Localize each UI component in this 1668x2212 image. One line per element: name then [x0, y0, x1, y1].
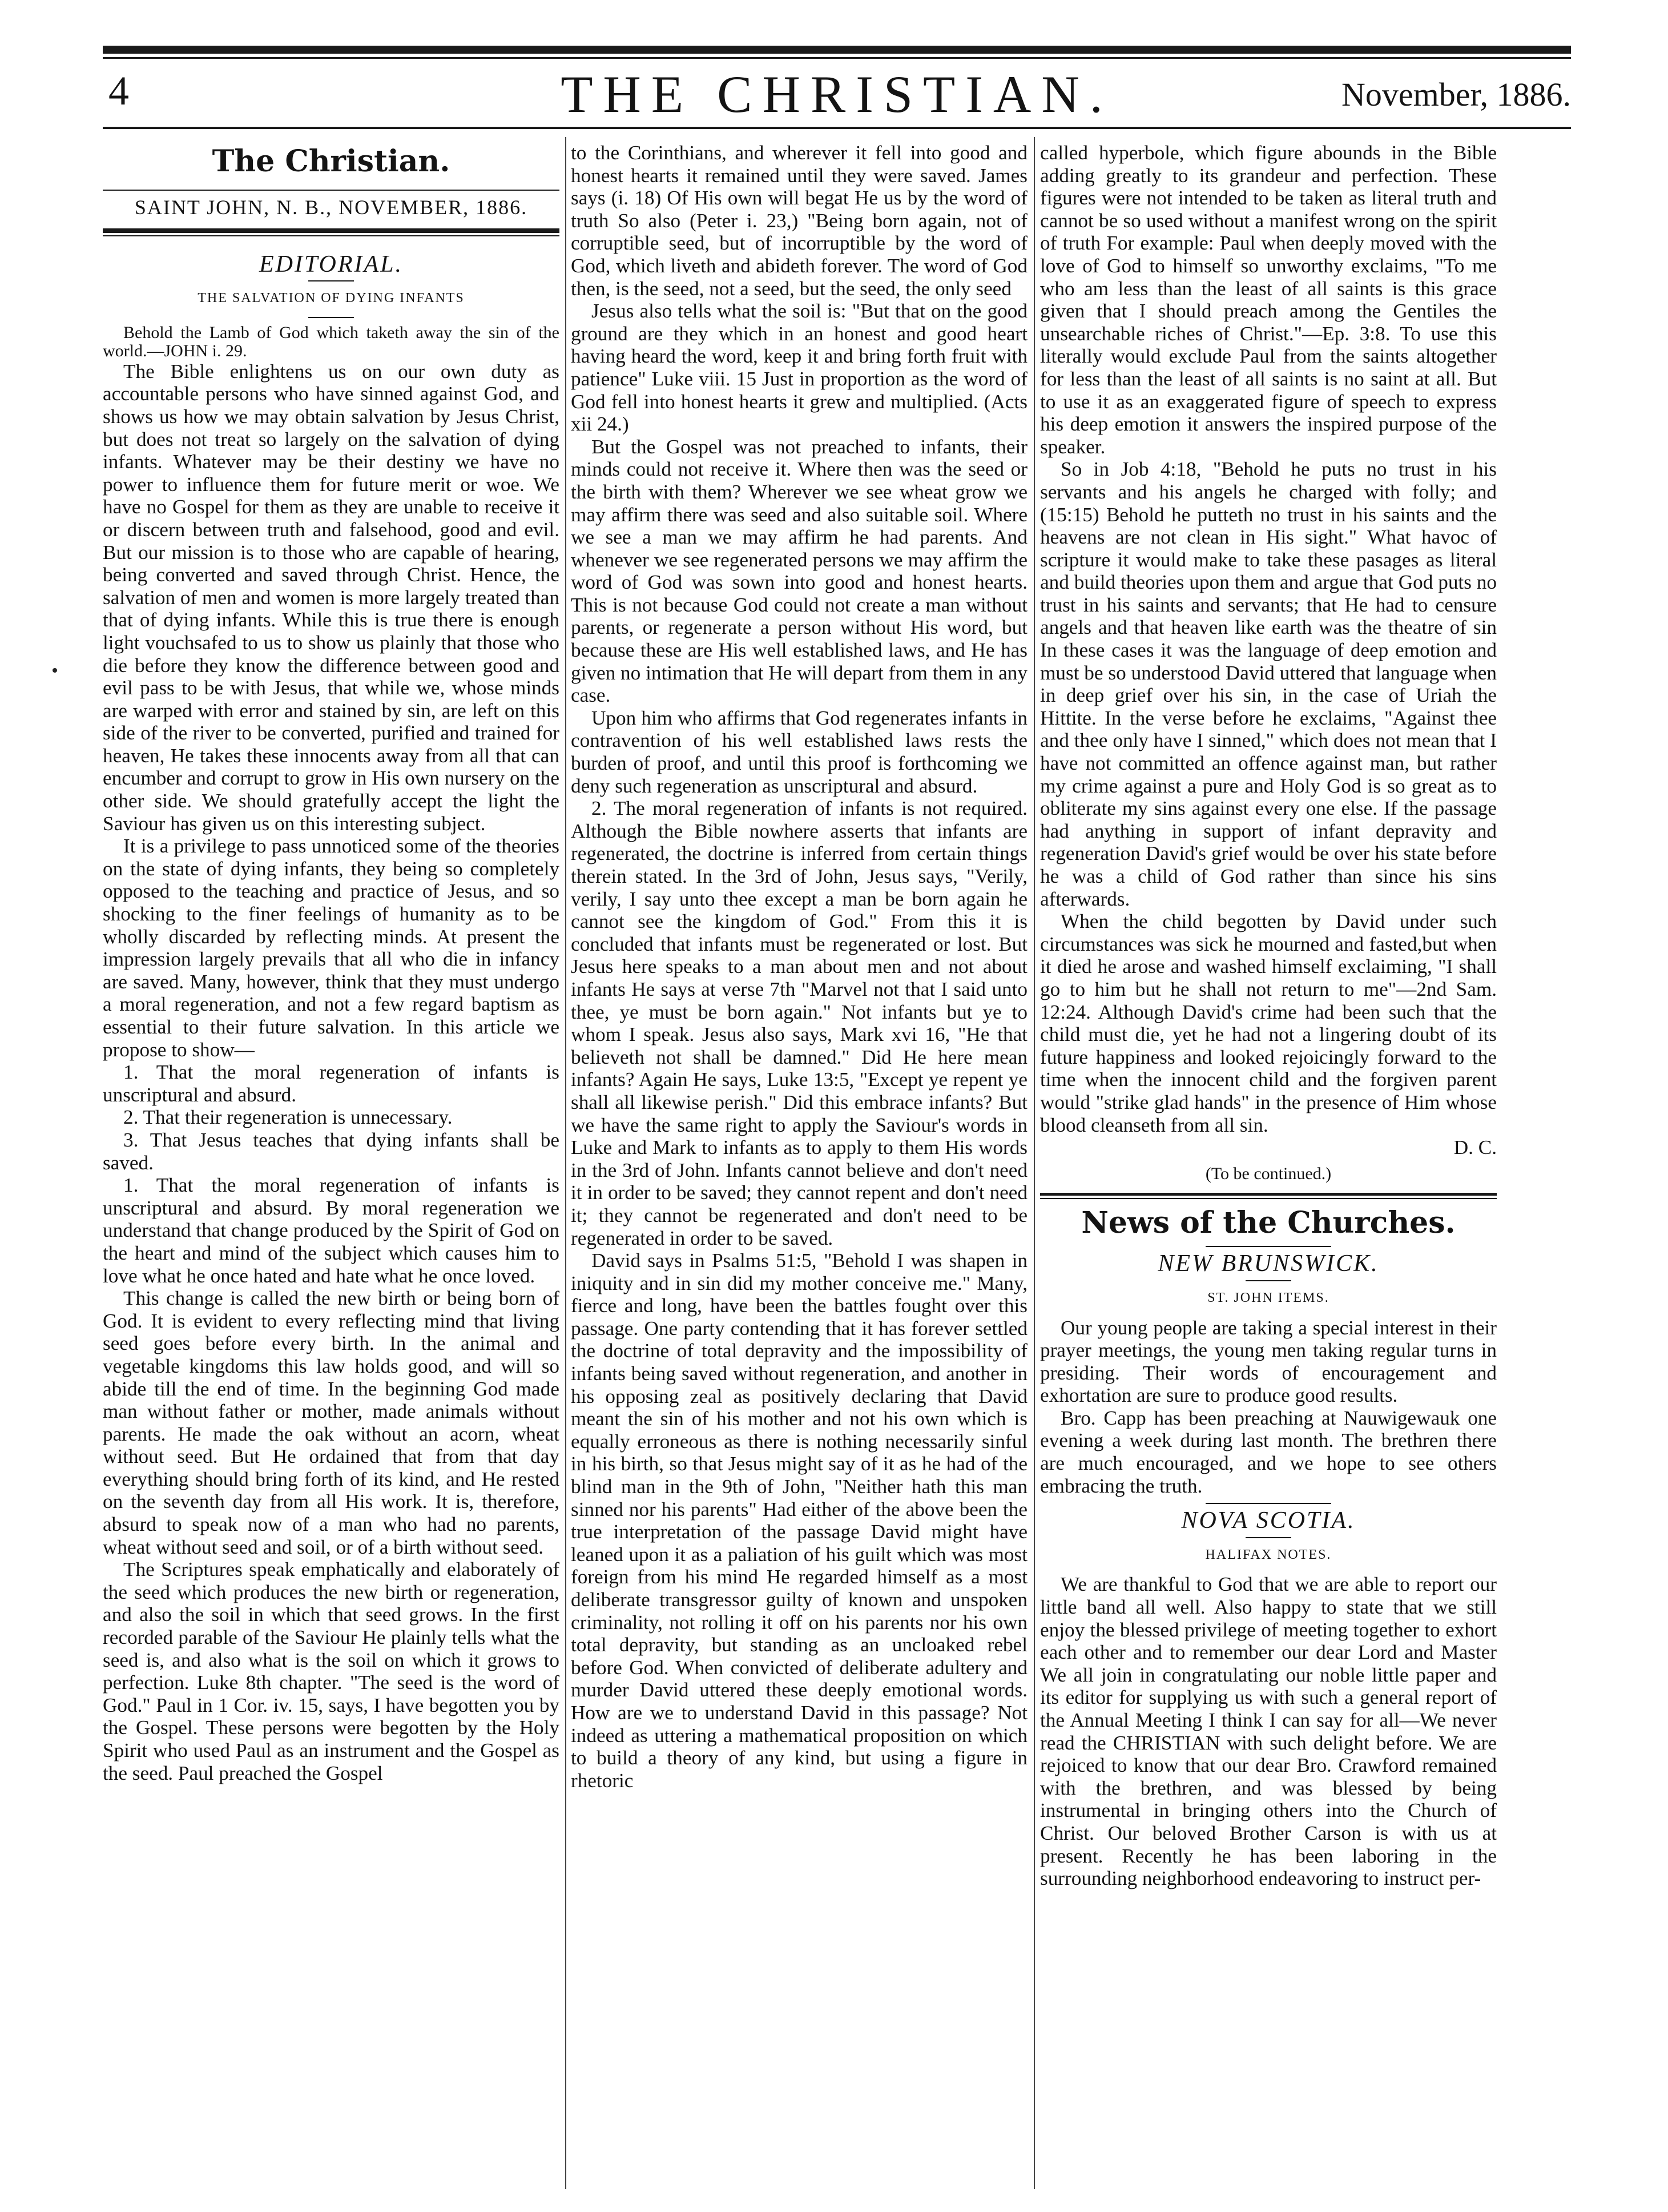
column-divider [1034, 137, 1035, 2189]
nb-rule [1246, 1280, 1291, 1281]
editorial-rule [308, 280, 354, 281]
nova-scotia-heading: NOVA SCOTIA. [1181, 1507, 1356, 1534]
column-1 [103, 142, 559, 2189]
st-john-subheading: ST. JOHN ITEMS. [1207, 1290, 1329, 1305]
proposition-item: 2. That their regeneration is unnecessary. [123, 1106, 453, 1129]
editorial-heading: EDITORIAL. [259, 251, 404, 277]
article-paragraph: 1. That the moral regeneration of infants is unscriptural and absurd. By moral regeneration we understand that change produced by the Spirit of God on the heart and mind of the subject which causes him to love what he once hated and hate what he once loved. [103, 1174, 559, 1287]
continued-note: (To be continued.) [1205, 1164, 1332, 1183]
signature-line [1040, 1136, 1497, 1159]
masthead-rule [103, 127, 1571, 129]
proposition-item: 1. That the moral regeneration of infants is unscriptural and absurd. [103, 1061, 559, 1106]
title-rule [103, 190, 559, 191]
new-brunswick-heading: NEW BRUNSWICK. [1158, 1250, 1379, 1277]
column-2 [571, 142, 1028, 2189]
news-paragraph: Our young people are taking a special interest in their prayer meetings, the young men taking regular turns in presiding. Their words of encouragement and exhortation are sure to produce good results. [1040, 1316, 1497, 1407]
section-thick-rule [1040, 1193, 1497, 1196]
masthead-date: November, 1886. [1341, 76, 1571, 113]
masthead-title: THE CHRISTIAN. [561, 65, 1113, 123]
ns-top-rule [1206, 1503, 1331, 1504]
top-thin-rule [103, 57, 1571, 59]
subheading-rule [308, 317, 354, 318]
article-paragraph: When the child begotten by David under such circumstances was sick he mourned and fasted,but when it died he arose and washed himself exclaiming, "I shall go to him but he shall not return to me"—2nd Sam. 12:24. Although David's crime had been such that the child must die, yet he had not a lingering doubt of its future happiness and looked rejoicingly forward to the time when the innocent child and the forgiven parent would "strike glad hands" in the presence of Him whose blood cleanseth from all sin. [1040, 910, 1497, 1136]
column-divider [565, 137, 566, 2189]
editorial-subheading: THE SALVATION OF DYING INFANTS [198, 291, 465, 306]
column-3 [1040, 142, 1497, 2189]
dateline-thick-rule [103, 228, 559, 233]
paper-title-blackletter: The Christian. [212, 144, 450, 179]
ns-rule [1246, 1537, 1291, 1538]
proposition-item: 3. That Jesus teaches that dying infants shall be saved. [103, 1128, 559, 1174]
article-paragraph: David says in Psalms 51:5, "Behold I was shapen in iniquity and in sin did my mother conceive me." Many, fierce and long, have been the battles fought over this passage. One party contending that it has forever settled the doctrine of total depravity and the impossibility of infants being saved without regeneration, and another in his opposing zeal as positively declaring that David meant the sin of his mother and not his own which is equally erroneous as there is nothing necessarily sinful in his birth, so that Jesus might say of it as he had of the blind man in the 9th of John, "Neither hath this man sinned nor his parents" Had either of the above been the true interpretation of the passage David might have leaned upon it as a paliation of his guilt which was most foreign from his mind He regarded himself as a most deliberate transgressor guilty of known and unspoken criminality, not rolling it off on his parents nor his own total depravity, but standing as an uncloaked rebel before God. When convicted of deliberate adultery and murder David uttered these deeply emotional words. How are we to understand David in this passage? Not indeed as uttering a mathematical proposition on which to build a theory of any kind, but using a figure in rhetoric [571, 1249, 1028, 1792]
article-paragraph: The Scriptures speak emphatically and elaborately of the seed which produces the new birth or regeneration, and also the soil in which that seed grows. In the first recorded parable of the Saviour He plainly tells what the seed is, and also what is the soil on which it grows to perfection. Luke 8th chapter. "The seed is the word of God." Paul in 1 Cor. iv. 15, says, I have begotten you by the Gospel. These persons were begotten by the Holy Spirit who used Paul as an instrument and the Gospel as the seed. Paul preached the Gospel [103, 1558, 559, 1784]
article-paragraph: Upon him who affirms that God regenerates infants in contravention of his well established laws rests the burden of proof, and until this proof is forthcoming we deny such regeneration as unscriptural and absurd. [571, 706, 1028, 797]
news-rule [1206, 1246, 1331, 1247]
article-paragraph: Jesus also tells what the soil is: "But that on the good ground are they which in an honest and good heart having heard the word, keep it and bring forth fruit with patience" Luke viii. 15 Just in proportion as the word of God fell into honest hearts it grew and multiplied. (Acts xii 24.) [571, 300, 1028, 436]
margin-speck [53, 668, 57, 673]
article-paragraph: 2. The moral regeneration of infants is not required. Although the Bible nowhere asserts that infants are regenerated, the doctrine is inferred from certain things therein stated. In the 3rd of John, Jesus says, "Verily, verily, I say unto thee except a man be born again he cannot see the kingdom of God." From this it is concluded that infants must be regenerated or lost. But Jesus here speaks to a man about men and not about infants He says at verse 7th "Marvel not that I said unto thee, ye must be born again." Not infants but ye to whom I speak. Jesus also says, Mark xvi 16, "He that believeth not shall be damned." Did He here mean infants? Again He says, Luke 13:5, "Except ye repent ye shall all likewise perish." Did this embrace infants? But we have the same right to apply the Saviour's words in Luke and Mark to infants as to apply to them His words in the 3rd of John. Infants cannot believe and don't need it in order to be saved; they cannot repent and don't need it; they cannot be regenerated and don't need to be regenerated in order to be saved. [571, 797, 1028, 1249]
dateline-thin-rule [103, 235, 559, 236]
dateline: SAINT JOHN, N. B., NOVEMBER, 1886. [134, 196, 528, 219]
article-paragraph: But the Gospel was not preached to infants, their minds could not receive it. Where then was the seed or the birth with them? Wherever we see wheat grow we may affirm there was seed and also suitable soil. Where we see a man we may affirm he had parents. And whenever we see regenerated persons we may affirm the word of God was sown into good and honest hearts. This is not because God could not create a man without parents, or regenerate a person without His word, but because these are His well established laws, and He has given no intimation that He will depart from them in any case. [571, 435, 1028, 707]
article-paragraph: to the Corinthians, and wherever it fell into good and honest hearts it remained until they were saved. James says (i. 18) Of His own will begat He us by the word of truth So also (Peter i. 23,) "Being born again, not of corruptible seed, but of incorruptible by the word of God, which liveth and abideth forever. The word of God then, is the seed, not a seed, but the seed, the only seed [571, 142, 1028, 300]
article-paragraph: This change is called the new birth or being born of God. It is evident to every reflecting mind that living seed goes before every birth. In the animal and vegetable kingdoms this law holds good, and will so abide till the end of time. In the beginning God made man without father or mother, made animals without parents. He made the oak without an acorn, wheat without seed. But He ordained that from that day everything should bring forth of its kind, and He rested on the seventh day from all His work. It is, therefore, absurd to speak now of a man who had no parents, wheat without seed and soil, or of a birth without seed. [103, 1287, 559, 1558]
section-thin-rule [1040, 1198, 1497, 1199]
halifax-subheading: HALIFAX NOTES. [1205, 1547, 1332, 1562]
article-paragraph: The Bible enlightens us on our own duty as accountable persons who have sinned against God, and shows us how we may obtain salvation by Jesus Christ, but does not treat so largely on the salvation of dying infants. Whatever may be their destiny we have no power to influence them for future merit or woe. We have no Gospel for them as they are unable to receive it or discern between truth and falsehood, good and evil. But our mission is to those who are capable of hearing, being converted and saved through Christ. Hence, the salvation of men and women is more largely treated than that of dying infants. While this is true there is enough light vouchsafed to us to show us plainly that those who die before they know the difference between good and evil pass to be with Jesus, that while we, whose minds are warped with error and stained by sin, are left on this side of the river to be converted, purified and trained for heaven, He takes these innocents away from all that can encumber and corrupt to grow in His own nursery on the other side. We should gratefully accept the light the Saviour has given us on this interesting subject. [103, 360, 559, 835]
masthead [103, 67, 1571, 124]
article-paragraph: It is a privilege to pass unnoticed some of the theories on the state of dying infants, they being so completely opposed to the teaching and practice of Jesus, and so shocking to the finer feelings of humanity as to be wholly discarded by reflecting minds. At present the impression largely prevails that all who die in infancy are saved. Many, however, think that they must undergo a moral regeneration, and not a few regard baptism as essential to their future salvation. In this article we propose to show— [103, 835, 559, 1061]
author-signature: D. C. [1453, 1136, 1497, 1159]
page-number: 4 [108, 68, 129, 114]
news-paragraph: Bro. Capp has been preaching at Nauwigewauk one evening a week during last month. The brethren there are much encouraged, and we hope to see others embracing the truth. [1040, 1406, 1497, 1497]
top-thick-rule [103, 46, 1571, 54]
news-heading: News of the Churches. [1081, 1205, 1456, 1241]
scripture-motto: Behold the Lamb of God which taketh away the sin of the world.—JOHN i. 29. [103, 323, 559, 360]
news-paragraph: We are thankful to God that we are able to report our little band all well. Also happy to state that we still enjoy the blessed privilege of meeting together to exhort each other and to remember our dear Lord and Master We all join in congratulating our noble little paper and its editor for supplying us with such a general report of the Annual Meeting I think I can say for all—We never read the CHRISTIAN with such delight before. We are rejoiced to know that our dear Bro. Crawford remained with the brethren, and was blessed by being instrumental in bringing others into the Church of Christ. Our beloved Brother Carson is with us at present. Recently he has been laboring in the surrounding neighborhood endeavoring to instruct per- [1040, 1573, 1497, 1890]
article-paragraph: called hyperbole, which figure abounds in the Bible adding greatly to its grandeur and perfection. These figures were not intended to be taken as literal truth and cannot be so used without a manifest wrong on the spirit of truth For example: Paul when deeply moved with the love of God to himself so unworthy exclaims, "To me who am less than the least of all saints is this grace given that I should preach among the Gentiles the unsearchable riches of Christ."—Ep. 3:8. To use this literally would exclude Paul from the saints altogether for less than the least of all saints is no saint at all. But to use it as an exaggerated figure of speech to express his deep emotion it answers the inspired purpose of the speaker. [1040, 142, 1497, 458]
article-paragraph: So in Job 4:18, "Behold he puts no trust in his servants and his angels he charged with folly; and (15:15) Behold he putteth no trust in his saints and the heavens are not clean in His sight." What havoc of scripture it would make to take these pasages as literal and build theories upon them and argue that God puts no trust in his saints and servants; that He had to censure angels and that heaven like earth was the theatre of sin In these cases it was the language of deep emotion and must be so understood David uttered that language when in deep grief over his sin, in the case of Uriah the Hittite. In the verse before he exclaims, "Against thee and thee only have I sinned," which does not mean that I have not committed an offence against man, but rather my crime against a pure and Holy God is so great as to obliterate my sins against every one else. If the passage had anything in support of infant depravity and regeneration David's grief would be over his state before he was a child of God rather than since his sins afterwards. [1040, 458, 1497, 910]
